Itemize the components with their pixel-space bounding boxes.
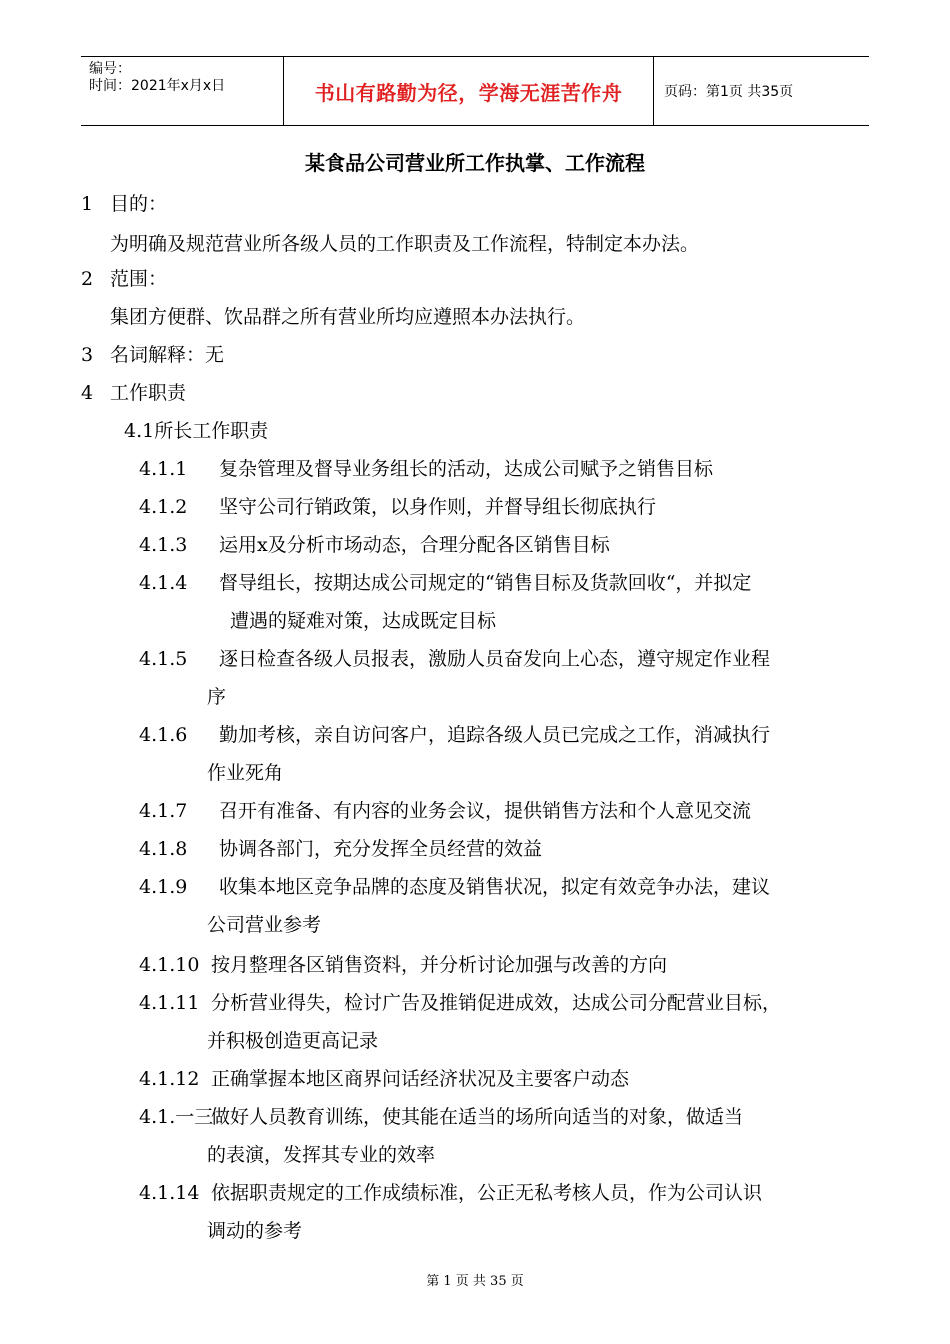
section-text: 目的： xyxy=(110,193,168,215)
duty-item-number: 4.1.7 xyxy=(139,800,188,822)
duty-item-continuation: 的表演，发挥其专业的效率 xyxy=(207,1144,436,1166)
duty-item xyxy=(139,568,751,595)
duty-item xyxy=(139,720,770,747)
duty-item-text: 按月整理各区销售资料，并分析讨论加强与改善的方向 xyxy=(211,954,668,976)
duty-item-number: 4.1.9 xyxy=(139,876,188,898)
motto: 书山有路勤为径，学海无涯苦作舟 xyxy=(314,80,623,105)
duty-item xyxy=(139,796,751,823)
subsection-4-1-heading: 4.1所长工作职责 xyxy=(124,420,269,442)
duty-item xyxy=(139,530,610,557)
header-meta xyxy=(81,57,283,125)
document-title: 某食品公司营业所工作执掌、工作流程 xyxy=(305,151,645,175)
section-2-heading xyxy=(81,264,167,291)
duty-item-continuation: 公司营业参考 xyxy=(207,914,322,936)
duty-item-text: 分析营业得失，检讨广告及推销促进成效，达成公司分配营业目标， xyxy=(211,992,782,1014)
section-4-heading xyxy=(81,378,186,405)
duty-item xyxy=(139,834,542,861)
duty-item-text: 召开有准备、有内容的业务会议，提供销售方法和个人意见交流 xyxy=(219,800,752,822)
duty-item-continuation: 调动的参考 xyxy=(207,1220,303,1242)
duty-item-text: 复杂管理及督导业务组长的活动，达成公司赋予之销售目标 xyxy=(219,458,714,480)
duty-item-continuation: 并积极创造更高记录 xyxy=(207,1030,379,1052)
number-label: 编号： xyxy=(89,61,131,77)
duty-item-text: 督导组长，按期达成公司规定的“销售目标及货款回收“，并拟定 xyxy=(219,572,752,594)
duty-item-number: 4.1.5 xyxy=(139,648,188,670)
duty-item-number: 4.1.14 xyxy=(139,1182,200,1204)
section-1-heading xyxy=(81,189,167,216)
header-page-info xyxy=(654,57,869,125)
duty-item-text: 正确掌握本地区商界问话经济状况及主要客户动态 xyxy=(211,1068,630,1090)
duty-item-continuation: 序 xyxy=(207,686,227,708)
section-text: 名词解释：无 xyxy=(110,344,225,366)
duty-item-number: 4.1.4 xyxy=(139,572,188,594)
duty-item-text: 做好人员教育训练，使其能在适当的场所向适当的对象，做适当 xyxy=(211,1106,744,1128)
section-number: 4 xyxy=(81,382,94,404)
duty-item-continuation: 遭遇的疑难对策，达成既定目标 xyxy=(230,610,497,632)
duty-item-number: 4.1.11 xyxy=(139,992,200,1014)
section-text: 范围： xyxy=(110,268,168,290)
duty-item-number: 4.1.1 xyxy=(139,458,188,480)
duty-item-text: 逐日检查各级人员报表，激励人员奋发向上心态，遵守规定作业程 xyxy=(219,648,771,670)
duty-item xyxy=(139,988,781,1015)
duty-item xyxy=(139,492,656,519)
page-footer: 第 1 页 共 35 页 xyxy=(426,1274,524,1289)
duty-item xyxy=(139,872,770,899)
duty-item-number: 4.1.10 xyxy=(139,954,200,976)
duty-item-text: 依据职责规定的工作成绩标准，公正无私考核人员，作为公司认识 xyxy=(211,1182,763,1204)
section-2-body: 集团方便群、饮品群之所有营业所均应遵照本办法执行。 xyxy=(110,306,586,328)
duty-item-text: 收集本地区竞争品牌的态度及销售状况，拟定有效竞争办法，建议 xyxy=(219,876,771,898)
section-1-body: 为明确及规范营业所各级人员的工作职责及工作流程，特制定本办法。 xyxy=(110,233,700,255)
duty-item-text: 协调各部门，充分发挥全员经营的效益 xyxy=(219,838,543,860)
duty-item-number: 4.1.12 xyxy=(139,1068,200,1090)
duty-item xyxy=(139,950,667,977)
header-motto-cell xyxy=(283,57,654,125)
duty-item-text: 勤加考核，亲自访问客户，追踪各级人员已完成之工作，消减执行 xyxy=(219,724,771,746)
duty-item-text: 坚守公司行销政策，以身作则，并督导组长彻底执行 xyxy=(219,496,657,518)
duty-item xyxy=(139,1064,629,1091)
duty-item xyxy=(139,644,770,671)
duty-item-number: 4.1.3 xyxy=(139,534,188,556)
section-text: 工作职责 xyxy=(110,382,187,404)
duty-item-number: 4.1.一三 xyxy=(139,1106,214,1128)
document-header xyxy=(81,56,869,126)
duty-item-number: 4.1.6 xyxy=(139,724,188,746)
section-number: 2 xyxy=(81,268,94,290)
duty-item-text: 运用x及分析市场动态，合理分配各区销售目标 xyxy=(219,534,610,556)
duty-item xyxy=(139,1178,762,1205)
duty-item-number: 4.1.8 xyxy=(139,838,188,860)
section-number: 3 xyxy=(81,344,94,366)
duty-item xyxy=(139,1102,743,1129)
duty-item-continuation: 作业死角 xyxy=(207,762,284,784)
page-info: 页码：第1页 共35页 xyxy=(664,84,794,100)
duty-item xyxy=(139,454,713,481)
section-number: 1 xyxy=(81,193,94,215)
time-label: 时间：2021年x月x日 xyxy=(89,78,226,94)
section-3-heading xyxy=(81,340,224,367)
duty-item-number: 4.1.2 xyxy=(139,496,188,518)
